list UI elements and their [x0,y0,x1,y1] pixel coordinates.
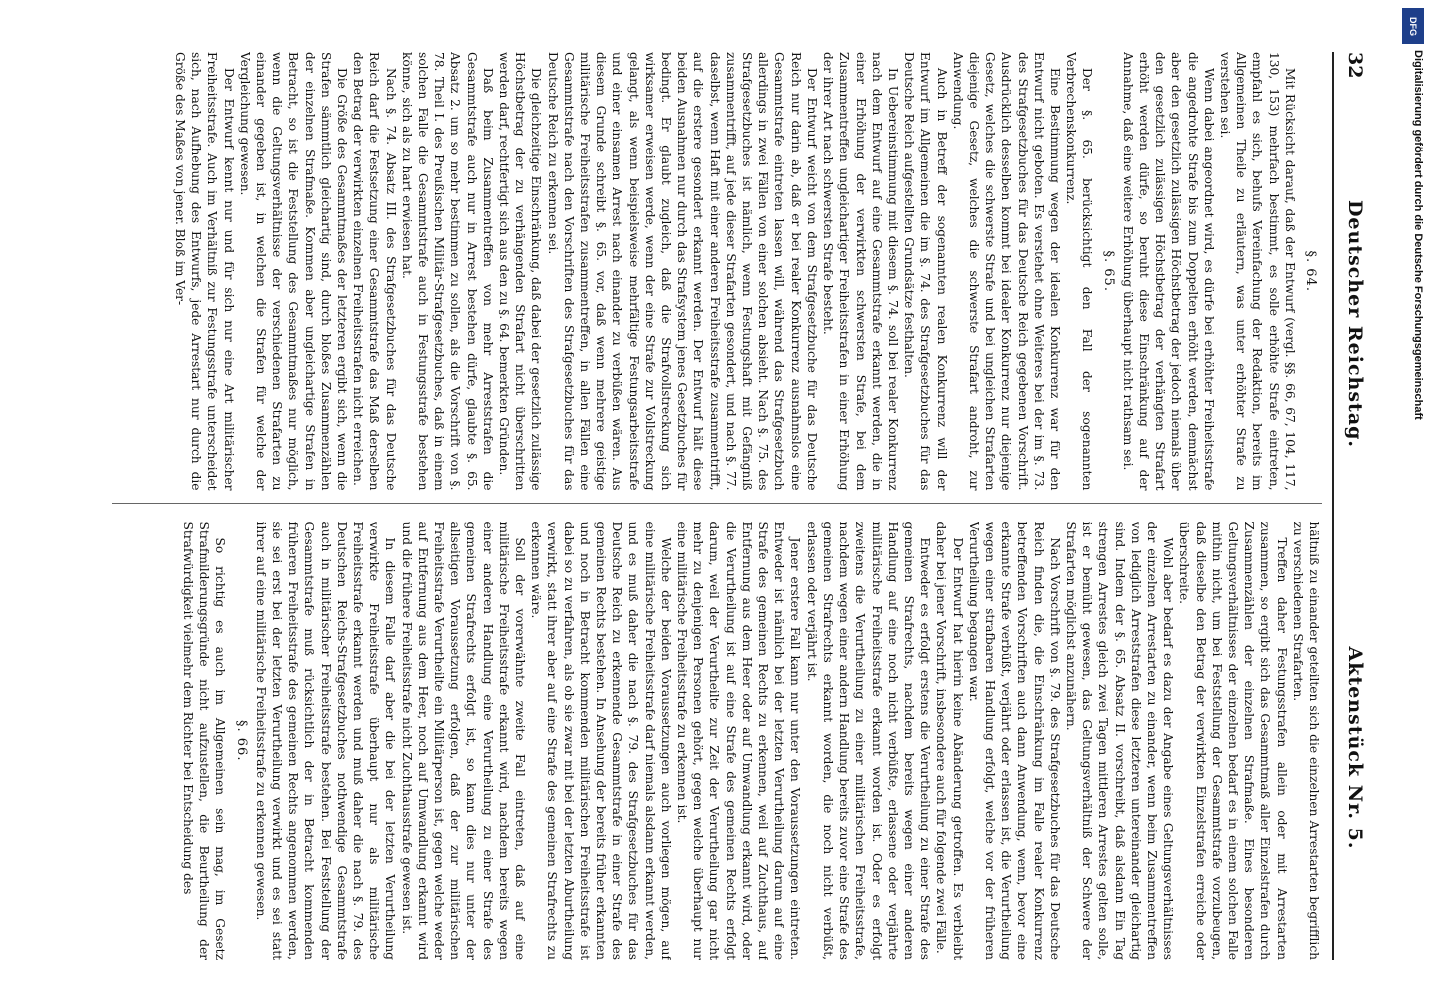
paragraph: Die gleichzeitige Einschränkung, daß dabei der gesetzlich zulässige Höchstbetrag der zu verhängenden Strafart nicht überschritten werden darf, rechtfertigt sich aus den zu §. 64. bemerkten Gründen. [497,52,544,491]
left-column [112,52,1322,504]
right-column [112,522,1322,961]
paragraph: In Uebereinstimmung mit diesem §. 74. soll bei realer Konkurrenz nach dem Entwurf auf eine Gesammtstrafe erkannt werden, die in einer Erhöhung der verwirkten schwersten Strafe, bei dem Zusammentreffen ungleichartiger Freiheitsstrafen in einer Erhöhung der ihrer Art nach schwersten Strafe besteht. [821,52,900,491]
paragraph: Wenn dabei angeordnet wird, es dürfe bei erhöhter Freiheitsstrafe die angedrohte Strafe bis zum Doppelten erhöht werden, demnächst aber den gesetzlich zulässigen Höchstbetrag der jedoch niemals über den gesetzlich zulässigen Höchstbetrag der verhängten Strafart erhöht werden dürfe, so beruht diese Einschränkung auf der Annahme, daß eine weitere Erhöhung überhaupt nicht rathsam sei. [1120,52,1216,491]
running-head [1332,52,1366,960]
header-left-title: Deutscher Reichstag. [1344,199,1366,449]
paragraph: Eine Bestimmung wegen der idealen Konkurrenz war für den Entwurf nicht geboten. Es verstehet ohne Weiteres bei der im §. 73. des Strafgesetzbuches für das Deutsche Reich gegebenen Vorschrift. Ausdrücklich desselben kommt bei idealer Konkurrenz nur diejenige Gesetz, welches die schwerste Strafe und bei ungleichen Strafarten diejenige Gesetz, welches die schwerste Strafart androht, zur Anwendung. [950,52,1062,491]
paragraph: Wohl aber bedarf es dazu der Angabe eines Geltungsverhältnisses der einzelnen Arrestarten zu einander, wenn beim Zusammentreffen von lediglich Arreststrafen diese letzteren untereinander gleichartig sind. Indem der §. 65. Absatz II. vorschreibt, daß alsdann Ein Tag strengen Arrestes gleich zwei Tagen mittleren Arrestes gelten solle, ist er bemüht gewesen, das Geltungsverhältniß der Schwere der Strafarten möglichst anzunähern. [1063,521,1176,960]
paragraph: Der Entwurf hat hierin keine Abänderung getroffen. Es verbleibt daher bei jener Vorschrift, insbesondere auch für folgende zwei Fälle. [934,521,965,960]
paragraph: Welche der beiden Voraussetzungen auch vorliegen mögen, auf eine militärische Freiheitsstrafe darf niemals alsdann erkannt werden, und es muß daher die nach §. 79. des Strafgesetzbuches für das Deutsche Reich zu erkennende Gesammtstrafe in einer Strafe des gemeinen Rechts bestehen. In Ansehung der bereits früher erkannten und noch in Betracht kommenden militärischen Freiheitsstrafe ist dabei so zu verfahren, als ob sie zwar mit bei der letzten Aburtheilung verwirkt, statt ihrer aber auf eine Strafe des gemeinen Strafrechts zu erkennen wäre. [529,521,673,960]
digitization-note: Digitalisierung gefördert durch die Deutsche Forschungsgemeinschaft [1412,50,1424,420]
text-columns [112,52,1322,960]
paragraph: Jener erstere Fall kann nur unter den Voraussetzungen eintreten. Entweder ist nämlich bei der letzten Verurtheilung darum auf eine Strafe des gemeinen Rechts zu erkennen, weil auf Zuchthaus, auf Entfernung aus dem Heer oder auf Umwandlung erkannt wird, oder die Verurtheilung ist auf eine Strafe des gemeinen Rechts erfolgt darum, weil der Verurtheilte zur Zeit der Verurtheilung gar nicht mehr zu denjenigen Personen gehört, gegen welche überhaupt nur eine militärische Freiheitsstrafe zu erkennen ist. [675,521,803,960]
section-heading: §. 66. [233,720,249,762]
paragraph: Nach §. 74. Absatz III. des Strafgesetzbuches für das Deutsche Reich darf die Festsetzung einer Gesammtstrafe das Maß derselben den Betrag der verwirkten einzelnen Freiheitsstrafen nicht erreichen. [351,52,398,491]
section-heading: §. 65. [1100,250,1116,292]
header-right-title: Aktenstück Nr. 5. [1344,646,1366,850]
dfg-logo: DFG [1402,8,1424,44]
paragraph: Soll der vorerwähnte zweite Fall eintreten, daß auf eine militärische Freiheitsstrafe erkannt wird, nachdem bereits wegen einer anderen Handlung eine Verurtheilung zu einer Strafe des gemeinen Strafrechts erfolgt ist, so kann dies nur unter der allseitigen Voraussetzung erfolgen, daß der zur militärischen Freiheitsstrafe Verurtheilte ein Militärperson ist, gegen welche weder auf Entfernung aus dem Heer, noch auf Umwandlung erkannt wird und die frühere Freiheitsstrafe nicht Zuchthausstrafe gewesen ist. [399,521,528,960]
paragraph: Der Entwurf weicht von dem Strafgesetzbuche für das Deutsche Reich nur darin ab, daß er bei realer Konkurrenz ausnahmslos eine Gesammtstrafe eintreten lassen will, während das Strafgesetzbuch allerdings in zwei Fällen von einer solchen absieht. Nach §. 75. des Strafgesetzbuches ist nämlich, wenn Festungshaft mit Gefängniß zusammentrifft, auf jede dieser Strafarten gesondert, und nach §. 77. daselbst, wenn Haft mit einer anderen Freiheitsstrafe zusammentrifft, auf die erstere gesondert erkannt werden. Der Entwurf hält diese beiden Ausnahmen nur durch das Strafsystem jenes Gesetzbuches für bedingt. Er glaubt zugleich, daß die Strafvollstreckung sich wirksamer erweisen werde, wenn der eine Strafe zur Vollstreckung gelangt, als wenn beispielsweise mehrfältige Festungsarbeitsstrafe und einer einsamen Arrest nach einander zu verbüßen wären. Aus diesem Grunde schreibt §. 65. vor, daß wenn mehrere geistige militärische Freiheitsstrafen zusammentreffen, in allen Fällen eine Gesammtstrafe nach den Vorschriften des Strafgesetzbuches für das Deutsche Reich zu erkennen sei. [545,52,819,491]
section-heading: §. 64. [1303,250,1318,292]
page-number: 32 [1344,52,1366,79]
paragraph: Auch in Betreff der sogenannten realen Konkurrenz will der Entwurf im Allgemeinen die im §. 74. des Strafgesetzbuches für das Deutsche Reich aufgestellten Grundsätze festhalten. [902,52,949,491]
paragraph: Die Größe des Gesammtmaßes der letzteren ergibt sich, wenn die Strafen sämmtlich gleichartig sind, durch bloßes Zusammenzählen der einzelnen Strafmaße. Kommen aber ungleichartige Strafen in Betracht, so ist die Feststellung des Gesammtmaßes nur möglich, wenn die Geltungsverhältnisse der verschiedenen Strafarten zu einander gegeben ist, in welchen die Strafen für welche der Vergleichung gewesen. [237,52,350,491]
paragraph: So richtig es auch im Allgemeinen sein mag, im Gesetz Strafmilderungsgründe nicht aufzustellen, die Beurtheilung der Strafwürdigkeit vielmehr dem Richter bei Entscheidung des [180,521,228,960]
paragraph: hältniß zu einander geteilten sich die einzelnen Arrestarten begrifflich zu verschiedenen Strafarten. [1290,521,1321,960]
paragraph: In diesem Falle darf aber die bei der letzten Verurtheilung verwirkte Freiheitsstrafe überhaupt nur als militärische Freiheitsstrafe erkannt werden und muß daher die nach §. 79. des Deutschen Reichs-Strafgesetzbuches nothwendige Gesammtstrafe auch in militärischer Freiheitsstrafe bestehen. Bei Feststellung der Gesammtstrafe muß rücksichtlich der in Betracht kommenden früheren Freiheitsstrafe des gemeinen Rechts angenommen werden, sie sei erst bei der letzten Verurtheilung verwirkt und es sei statt ihrer auf eine militärische Freiheitsstrafe zu erkennen gewesen. [253,521,398,960]
paragraph: Treffen daher Festungsstrafen allein oder mit Arrestarten zusammen, so ergibt sich das Gesammtmaß aller Einzelstrafen durch Zusammenzählen der einzelnen Strafmaße. Eines besonderen Geltungsverhältnisses der einzelnen bedarf es in einem solchen Falle mithin nicht, um bei Feststellung der Gesammtstrafe vorzubeugen, daß dieselbe den Betrag der verwirkten Einzelstrafen erreiche oder überschreite. [1177,521,1289,960]
paragraph: Der Entwurf kennt nur und für sich nur eine Art militärischer Freiheitsstrafe. Auch im Verhältniß zur Festungsstrafe unterscheidet sich, nach Aufhebung des Entwurfs, jede Arrestart nur durch die Größe des Maßes von jener. Bloß im Ver- [172,52,236,491]
paragraph: Daß beim Zusammentreffen von mehr Arreststrafen die Gesammtstrafe auch nur in Arrest bestehen dürfe, glaubte §. 65. Absatz 2. um so mehr bestimmen zu sollen, als die Vorschrift von §. 78. Theil I. des Preußischen Militär-Strafgesetzbuches, daß in einem solchen Falle die Gesammtstrafe auch in Festungsstrafe bestehen könne, sich als zu hart erwiesen hat. [399,52,495,491]
paragraph: Mit Rücksicht darauf, daß der Entwurf (vergl. §§. 66, 67, 104, 117, 130, 153) mehrfach bestimmt, es solle erhöhte Strafe eintreten, empfahl es sich, behufs Vereinfachung der Redaktion, bereits im Allgemeinen Theile zu erläutern, was unter erhöhter Strafe zu verstehen sei. [1217,52,1297,491]
paragraph: Nach Vorschrift von §. 79. des Strafgesetzbuches für das Deutsche Reich finden die, die Einschränkung im Falle realer Konkurrenz betreffenden Vorschriften auch dann Anwendung, wenn, bevor eine erkannte Strafe verbüßt, verjährt oder erlassen ist, die Verurtheilung wegen einer strafbaren Handlung erfolgt, welche vor der früheren Verurtheilung begangen war. [966,521,1062,960]
paragraph: Entweder es erfolgt erstens die Verurtheilung zu einer Strafe des gemeinen Strafrechts, nachdem bereits wegen einer anderen Handlung auf eine noch nicht verbüßte, erlassene oder verjährte militärische Freiheitsstrafe erkannt worden ist. Oder es erfolgt zweitens die Verurtheilung zu einer militärischen Freiheitsstrafe, nachdem wegen einer andern Handlung bereits zuvor eine Strafe des gemeinen Strafrechts erkannt worden, die noch nicht verbüßt, erlassen oder verjährt ist. [804,521,933,960]
paragraph: Der §. 65. berücksichtigt den Fall der sogenannten Verbrechenskonkurrenz. [1064,52,1095,491]
